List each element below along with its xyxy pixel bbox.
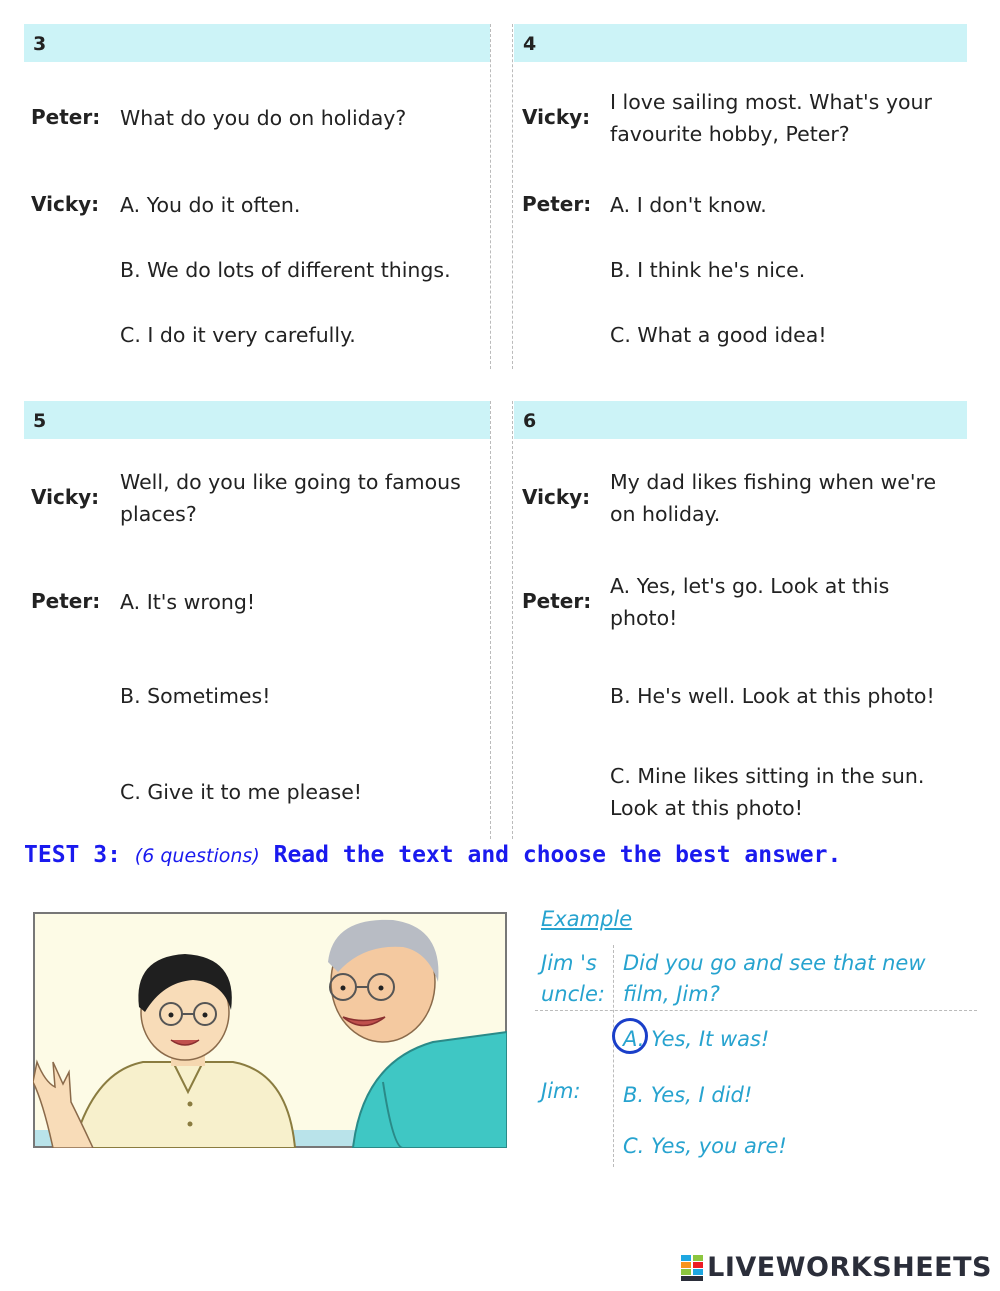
option-a[interactable]: A. I don't know. (610, 193, 767, 217)
option-c[interactable]: C. What a good idea! (610, 323, 827, 347)
option-b[interactable]: B. We do lots of different things. (120, 258, 451, 282)
column-divider (512, 401, 513, 839)
option-b[interactable]: B. Sometimes! (120, 684, 271, 708)
prompt-text: My dad likes fishing when we're on holiday. (610, 470, 937, 526)
test-label: TEST 3: (24, 842, 121, 868)
example-speaker-jim: Jim: (541, 1079, 581, 1103)
option-b[interactable]: B. He's well. Look at this photo! (610, 684, 935, 708)
example-heading: Example (541, 907, 633, 931)
example-question: Did you go and see that new film, Jim? (623, 951, 926, 1006)
prompt-text: What do you do on holiday? (120, 106, 407, 130)
liveworksheets-mark-icon (681, 1255, 703, 1281)
column-divider (490, 24, 491, 369)
option-c[interactable]: C. Mine likes sitting in the sun. Look at this photo! (610, 764, 925, 820)
liveworksheets-logo (681, 1252, 992, 1283)
question-number: 4 (514, 24, 967, 62)
question-count: (6 questions) (134, 845, 260, 867)
example-option-a[interactable]: A. Yes, It was! (623, 1027, 770, 1051)
option-c[interactable]: C. Give it to me please! (120, 780, 363, 804)
test-3-title (24, 842, 841, 868)
example-divider-horizontal (535, 1010, 977, 1011)
column-divider (512, 24, 513, 369)
example-divider-vertical (613, 945, 614, 1167)
question-number: 3 (24, 24, 490, 62)
answer-speaker: Peter: (31, 589, 101, 613)
example-option-b[interactable]: B. Yes, I did! (623, 1083, 753, 1107)
illustration-boy-and-uncle (33, 912, 507, 1148)
option-c[interactable]: C. I do it very carefully. (120, 323, 356, 347)
prompt-speaker: Vicky: (522, 485, 591, 509)
test-instruction: Read the text and choose the best answer. (273, 842, 842, 868)
brand-name: LIVEWORKSHEETS (707, 1252, 992, 1283)
prompt-text: I love sailing most. What's your favourite hobby, Peter? (610, 90, 932, 146)
question-number: 5 (24, 401, 490, 439)
prompt-speaker: Peter: (31, 105, 101, 129)
example-option-c[interactable]: C. Yes, you are! (623, 1134, 787, 1158)
example-speaker-uncle: Jim 's uncle: (541, 951, 605, 1006)
prompt-speaker: Vicky: (31, 485, 100, 509)
answer-speaker: Peter: (522, 589, 592, 613)
option-a[interactable]: A. It's wrong! (120, 590, 256, 614)
answer-speaker: Vicky: (31, 192, 100, 216)
column-divider (490, 401, 491, 839)
option-a[interactable]: A. You do it often. (120, 193, 301, 217)
option-b[interactable]: B. I think he's nice. (610, 258, 806, 282)
prompt-speaker: Vicky: (522, 105, 591, 129)
question-number: 6 (514, 401, 967, 439)
option-a[interactable]: A. Yes, let's go. Look at this photo! (610, 574, 890, 630)
answer-speaker: Peter: (522, 192, 592, 216)
prompt-text: Well, do you like going to famous places? (120, 470, 461, 526)
